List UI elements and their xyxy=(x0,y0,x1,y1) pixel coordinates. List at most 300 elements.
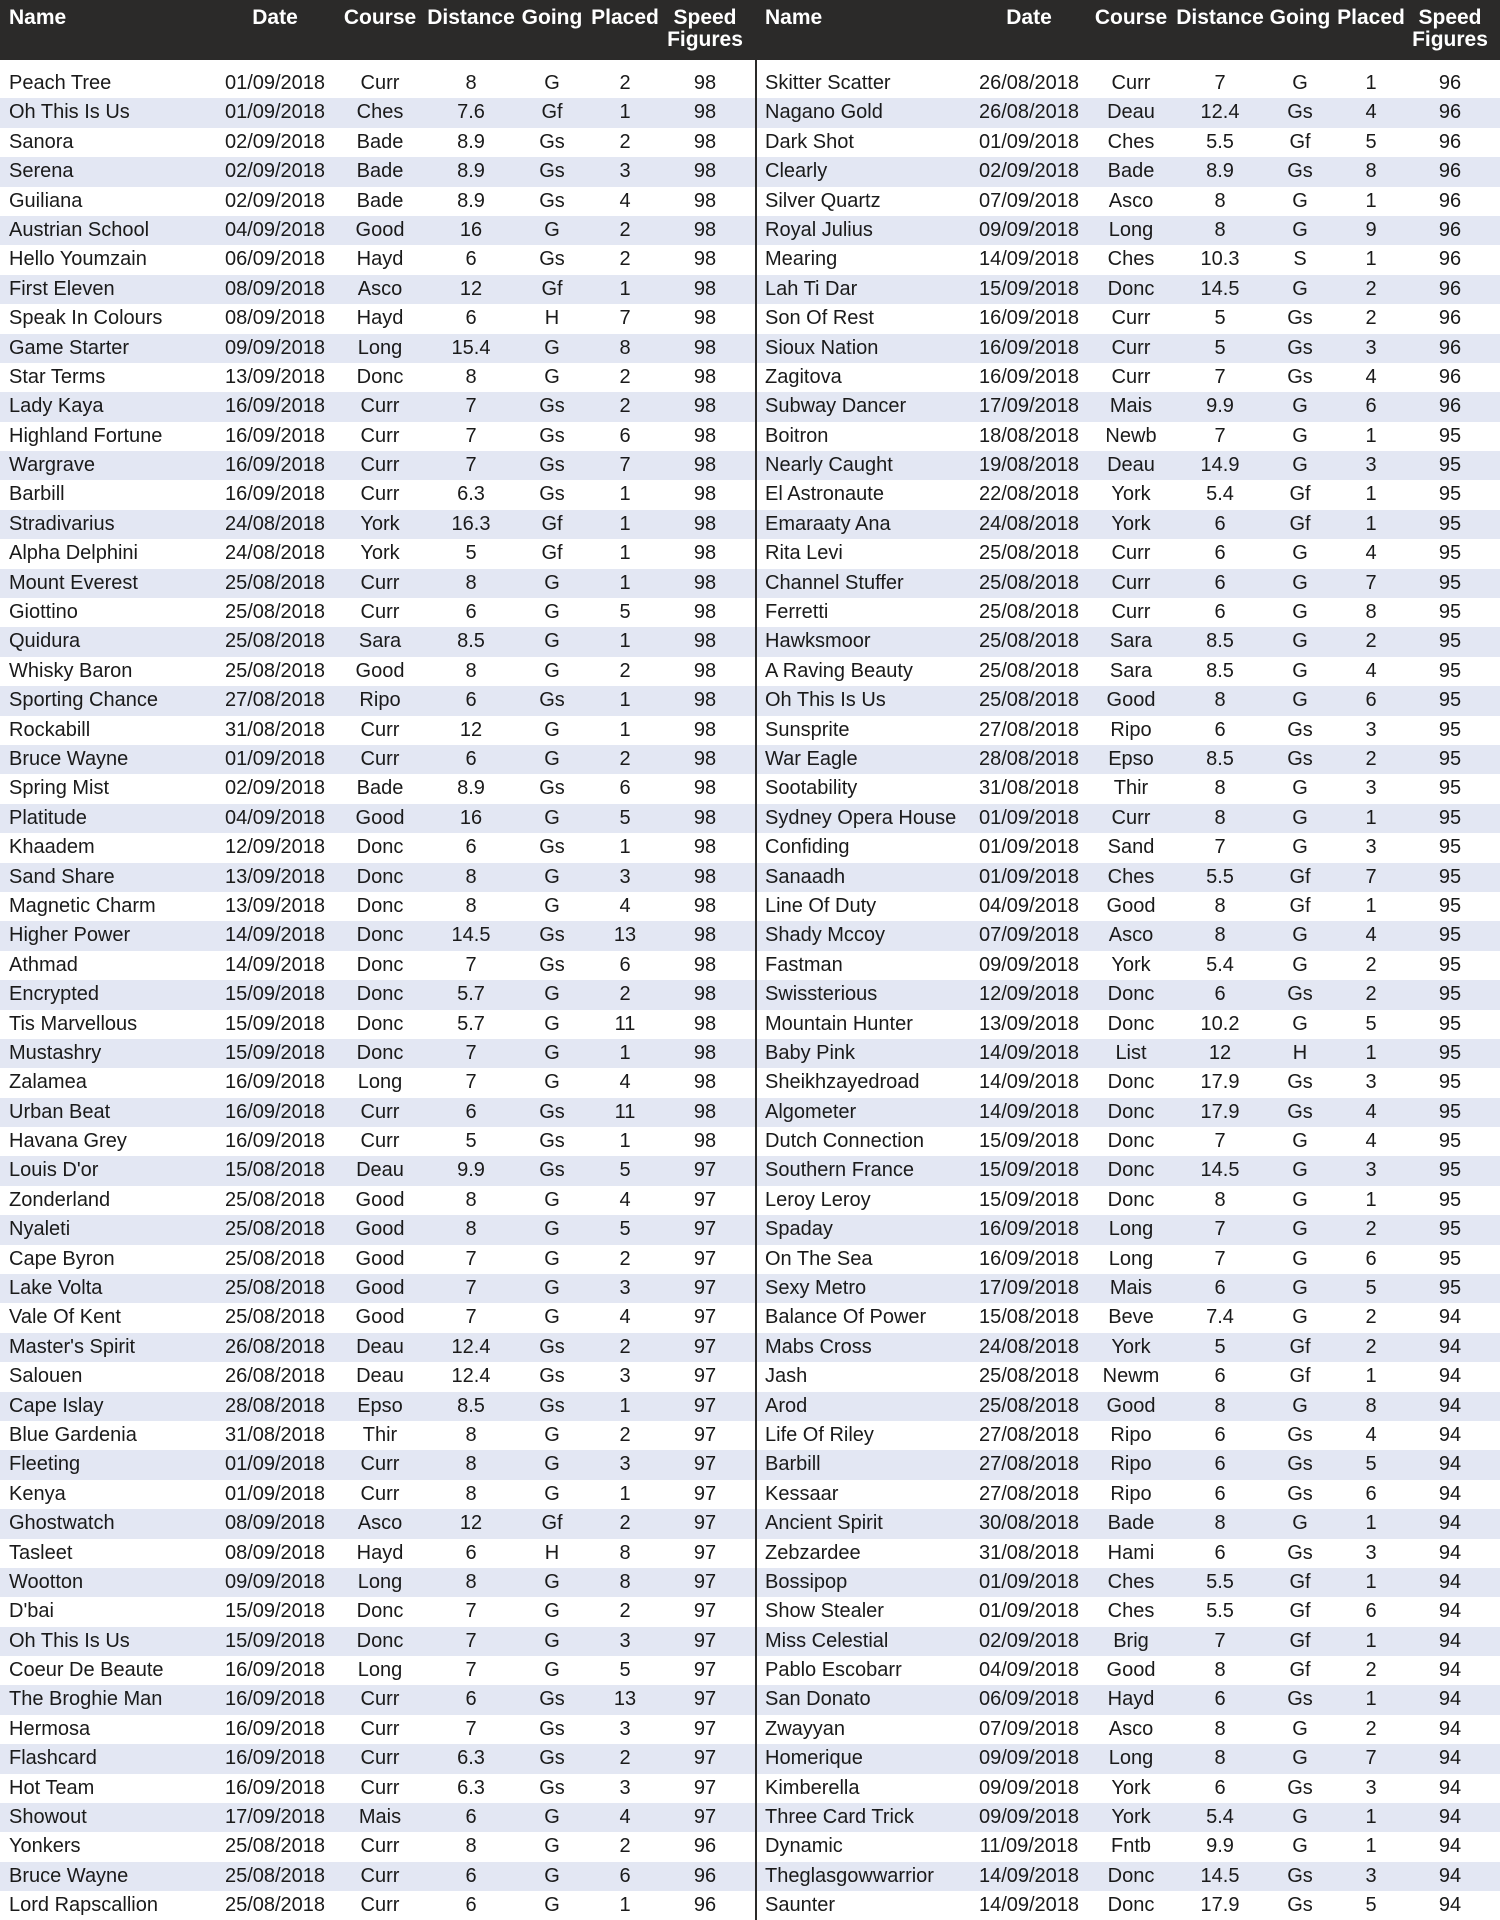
placed-cell: 1 xyxy=(619,571,631,594)
speed-figure-cell: 98 xyxy=(693,277,717,300)
course-cell: Newb xyxy=(1105,424,1157,447)
horse-name-cell: Zalamea xyxy=(9,1071,87,1094)
distance-cell: 7 xyxy=(465,1277,477,1300)
going-cell: G xyxy=(544,1071,560,1094)
race-date-cell: 07/09/2018 xyxy=(978,1717,1080,1740)
horse-name-cell: Rockabill xyxy=(9,718,91,741)
going-cell: G xyxy=(544,630,560,653)
placed-cell: 2 xyxy=(619,659,631,682)
going-cell: Gs xyxy=(1287,365,1313,388)
table-row xyxy=(0,1215,755,1244)
table-row xyxy=(757,1450,1500,1479)
going-cell: G xyxy=(544,983,560,1006)
placed-cell: 8 xyxy=(1365,160,1377,183)
going-cell: Gs xyxy=(1287,160,1313,183)
speed-figure-cell: 94 xyxy=(1438,1482,1462,1505)
race-date-cell: 27/08/2018 xyxy=(978,718,1080,741)
speed-figure-cell: 97 xyxy=(693,1570,717,1593)
horse-name-cell: Encrypted xyxy=(9,983,100,1006)
placed-cell: 2 xyxy=(619,1512,631,1535)
header-going: Going xyxy=(521,6,583,29)
course-cell: Donc xyxy=(356,953,404,976)
table-row xyxy=(757,1568,1500,1597)
going-cell: G xyxy=(1292,1512,1308,1535)
speed-figure-cell: 95 xyxy=(1438,1041,1462,1064)
race-date-cell: 01/09/2018 xyxy=(978,865,1080,888)
going-cell: Gs xyxy=(539,130,565,153)
course-cell: Mais xyxy=(358,1806,402,1829)
placed-cell: 1 xyxy=(619,1482,631,1505)
horse-name-cell: Blue Gardenia xyxy=(9,1423,137,1446)
course-cell: Curr xyxy=(360,1776,400,1799)
course-cell: Ches xyxy=(1107,1570,1155,1593)
placed-cell: 4 xyxy=(619,1188,631,1211)
distance-cell: 17.9 xyxy=(1200,1100,1240,1123)
placed-cell: 3 xyxy=(619,1629,631,1652)
horse-name-cell: Oh This Is Us xyxy=(9,1629,130,1652)
going-cell: G xyxy=(1292,1012,1308,1035)
speed-figure-cell: 98 xyxy=(693,571,717,594)
placed-cell: 2 xyxy=(619,747,631,770)
course-cell: Good xyxy=(355,1247,405,1270)
placed-cell: 1 xyxy=(619,101,631,124)
horse-name-cell: El Astronaute xyxy=(765,483,884,506)
table-row xyxy=(0,1744,755,1773)
distance-cell: 8 xyxy=(465,659,477,682)
horse-name-cell: Hermosa xyxy=(9,1717,91,1740)
speed-figure-cell: 96 xyxy=(1438,277,1462,300)
distance-cell: 8 xyxy=(465,1453,477,1476)
course-cell: Long xyxy=(357,336,403,359)
distance-cell: 8 xyxy=(1214,689,1226,712)
going-cell: G xyxy=(544,894,560,917)
race-date-cell: 16/09/2018 xyxy=(224,1130,326,1153)
placed-cell: 1 xyxy=(1365,189,1377,212)
distance-cell: 8 xyxy=(465,1423,477,1446)
distance-cell: 5.5 xyxy=(1206,1600,1234,1623)
table-row xyxy=(0,892,755,921)
distance-cell: 7 xyxy=(465,454,477,477)
race-date-cell: 25/08/2018 xyxy=(978,659,1080,682)
table-row xyxy=(757,480,1500,509)
race-date-cell: 16/09/2018 xyxy=(978,1247,1080,1270)
horse-name-cell: Havana Grey xyxy=(9,1130,127,1153)
horse-name-cell: Guiliana xyxy=(9,189,83,212)
distance-cell: 7 xyxy=(465,1659,477,1682)
speed-figure-cell: 98 xyxy=(693,689,717,712)
table-row xyxy=(757,422,1500,451)
placed-cell: 4 xyxy=(1365,1100,1377,1123)
race-date-cell: 14/09/2018 xyxy=(978,1864,1080,1887)
distance-cell: 14.9 xyxy=(1200,454,1240,477)
table-row xyxy=(0,627,755,656)
speed-figure-cell: 95 xyxy=(1438,483,1462,506)
course-cell: Hayd xyxy=(1107,1688,1155,1711)
going-cell: Gs xyxy=(1287,101,1313,124)
race-date-cell: 09/09/2018 xyxy=(978,218,1080,241)
speed-figure-cell: 95 xyxy=(1438,1277,1462,1300)
going-cell: G xyxy=(544,1012,560,1035)
course-cell: Curr xyxy=(360,571,400,594)
table-row xyxy=(757,1245,1500,1274)
placed-cell: 2 xyxy=(619,1247,631,1270)
race-date-cell: 15/09/2018 xyxy=(978,1159,1080,1182)
speed-figure-cell: 95 xyxy=(1438,924,1462,947)
distance-cell: 8 xyxy=(1214,1717,1226,1740)
course-cell: Donc xyxy=(356,365,404,388)
going-cell: Gs xyxy=(539,1394,565,1417)
table-row xyxy=(757,1891,1500,1920)
horse-name-cell: Salouen xyxy=(9,1365,83,1388)
placed-cell: 2 xyxy=(619,983,631,1006)
horse-name-cell: On The Sea xyxy=(765,1247,873,1270)
race-date-cell: 25/08/2018 xyxy=(224,601,326,624)
going-cell: Gs xyxy=(539,1747,565,1770)
race-date-cell: 25/08/2018 xyxy=(978,1365,1080,1388)
table-row xyxy=(757,686,1500,715)
horse-name-cell: Magnetic Charm xyxy=(9,894,156,917)
table-row xyxy=(0,1392,755,1421)
placed-cell: 13 xyxy=(613,924,637,947)
horse-name-cell: Mustashry xyxy=(9,1041,102,1064)
course-cell: Donc xyxy=(356,836,404,859)
placed-cell: 1 xyxy=(1365,894,1377,917)
distance-cell: 8 xyxy=(1214,1747,1226,1770)
going-cell: Gs xyxy=(539,160,565,183)
course-cell: Mais xyxy=(1109,1277,1153,1300)
horse-name-cell: Cape Byron xyxy=(9,1247,115,1270)
horse-name-cell: Sporting Chance xyxy=(9,689,158,712)
going-cell: G xyxy=(1292,1130,1308,1153)
course-cell: York xyxy=(1111,1776,1151,1799)
distance-cell: 6 xyxy=(1214,1453,1226,1476)
speed-figure-cell: 98 xyxy=(693,365,717,388)
table-row xyxy=(0,1509,755,1538)
race-date-cell: 14/09/2018 xyxy=(978,1100,1080,1123)
course-cell: Curr xyxy=(1111,542,1151,565)
distance-cell: 6 xyxy=(1214,1541,1226,1564)
horse-name-cell: Khaadem xyxy=(9,836,95,859)
course-cell: Good xyxy=(1106,1659,1156,1682)
course-cell: Donc xyxy=(356,983,404,1006)
course-cell: List xyxy=(1115,1041,1147,1064)
placed-cell: 2 xyxy=(619,130,631,153)
horse-name-cell: Mountain Hunter xyxy=(765,1012,913,1035)
speed-figure-cell: 98 xyxy=(693,189,717,212)
horse-name-cell: Kenya xyxy=(9,1482,66,1505)
race-date-cell: 15/08/2018 xyxy=(978,1306,1080,1329)
horse-name-cell: Shady Mccoy xyxy=(765,924,886,947)
race-date-cell: 01/09/2018 xyxy=(224,1482,326,1505)
table-row xyxy=(0,804,755,833)
course-cell: Curr xyxy=(360,1482,400,1505)
speed-figure-cell: 95 xyxy=(1438,689,1462,712)
race-date-cell: 31/08/2018 xyxy=(224,1423,326,1446)
going-cell: G xyxy=(544,865,560,888)
course-cell: Donc xyxy=(1107,1071,1155,1094)
table-row xyxy=(0,1891,755,1920)
race-date-cell: 15/09/2018 xyxy=(978,1188,1080,1211)
placed-cell: 1 xyxy=(1365,1041,1377,1064)
distance-cell: 7 xyxy=(465,1600,477,1623)
distance-cell: 8 xyxy=(1214,806,1226,829)
going-cell: G xyxy=(544,365,560,388)
race-date-cell: 16/09/2018 xyxy=(224,424,326,447)
race-date-cell: 26/08/2018 xyxy=(224,1335,326,1358)
speed-figure-cell: 95 xyxy=(1438,894,1462,917)
speed-figure-cell: 94 xyxy=(1438,1570,1462,1593)
speed-figure-cell: 98 xyxy=(693,1071,717,1094)
going-cell: Gf xyxy=(541,1512,563,1535)
distance-cell: 12 xyxy=(459,718,483,741)
horse-name-cell: Game Starter xyxy=(9,336,130,359)
table-row xyxy=(757,1010,1500,1039)
table-row xyxy=(757,598,1500,627)
speed-figure-cell: 96 xyxy=(1438,72,1462,94)
horse-name-cell: Mount Everest xyxy=(9,571,138,594)
table-row xyxy=(757,1392,1500,1421)
going-cell: Gs xyxy=(539,483,565,506)
horse-name-cell: Zagitova xyxy=(765,365,842,388)
going-cell: Gf xyxy=(1289,1600,1311,1623)
race-date-cell: 25/08/2018 xyxy=(978,601,1080,624)
table-row xyxy=(757,1068,1500,1097)
placed-cell: 1 xyxy=(619,1394,631,1417)
distance-cell: 6.3 xyxy=(457,1747,485,1770)
speed-figure-cell: 95 xyxy=(1438,836,1462,859)
race-date-cell: 09/09/2018 xyxy=(978,1806,1080,1829)
going-cell: Gs xyxy=(539,777,565,800)
course-cell: Deau xyxy=(356,1159,404,1182)
speed-figure-cell: 94 xyxy=(1438,1659,1462,1682)
horse-name-cell: Pablo Escobarr xyxy=(765,1659,902,1682)
distance-cell: 5 xyxy=(1214,336,1226,359)
placed-cell: 2 xyxy=(619,1423,631,1446)
going-cell: G xyxy=(544,1629,560,1652)
course-cell: Curr xyxy=(1111,336,1151,359)
distance-cell: 12.4 xyxy=(1200,101,1240,124)
horse-name-cell: Hello Youmzain xyxy=(9,248,147,271)
course-cell: York xyxy=(1111,1335,1151,1358)
speed-figure-cell: 98 xyxy=(693,424,717,447)
distance-cell: 16 xyxy=(459,218,483,241)
speed-figure-cell: 98 xyxy=(693,307,717,330)
race-date-cell: 02/09/2018 xyxy=(224,189,326,212)
speed-figure-cell: 94 xyxy=(1438,1394,1462,1417)
race-date-cell: 25/08/2018 xyxy=(224,1864,326,1887)
horse-name-cell: Louis D'or xyxy=(9,1159,99,1182)
speed-figure-cell: 98 xyxy=(693,160,717,183)
going-cell: Gs xyxy=(1287,1071,1313,1094)
placed-cell: 2 xyxy=(1365,307,1377,330)
horse-name-cell: Sanaadh xyxy=(765,865,846,888)
race-date-cell: 01/09/2018 xyxy=(224,72,326,94)
distance-cell: 6 xyxy=(465,1894,477,1917)
speed-figure-cell: 98 xyxy=(693,836,717,859)
going-cell: G xyxy=(1292,72,1308,94)
race-date-cell: 19/08/2018 xyxy=(978,454,1080,477)
placed-cell: 4 xyxy=(1365,365,1377,388)
table-row xyxy=(0,304,755,333)
distance-cell: 5.7 xyxy=(457,1012,485,1035)
table-row xyxy=(0,745,755,774)
horse-name-cell: Serena xyxy=(9,160,74,183)
speed-figure-cell: 97 xyxy=(693,1306,717,1329)
speed-figure-cell: 97 xyxy=(693,1218,717,1241)
course-cell: Curr xyxy=(360,483,400,506)
placed-cell: 3 xyxy=(619,160,631,183)
going-cell: G xyxy=(1292,1394,1308,1417)
header-figures: Figures xyxy=(667,28,743,51)
course-cell: Donc xyxy=(356,924,404,947)
going-cell: G xyxy=(1292,1835,1308,1858)
placed-cell: 3 xyxy=(1365,454,1377,477)
placed-cell: 7 xyxy=(1365,571,1377,594)
horse-name-cell: Sanora xyxy=(9,130,74,153)
horse-name-cell: Lake Volta xyxy=(9,1277,103,1300)
course-cell: Hayd xyxy=(356,1541,404,1564)
course-cell: Good xyxy=(1106,689,1156,712)
going-cell: G xyxy=(544,1570,560,1593)
distance-cell: 5.7 xyxy=(457,983,485,1006)
table-row xyxy=(0,1685,755,1714)
horse-name-cell: Lord Rapscallion xyxy=(9,1894,158,1917)
table-row xyxy=(0,128,755,157)
race-date-cell: 25/08/2018 xyxy=(978,571,1080,594)
speed-figure-cell: 94 xyxy=(1438,1453,1462,1476)
placed-cell: 7 xyxy=(619,307,631,330)
course-cell: Bade xyxy=(1107,160,1155,183)
placed-cell: 6 xyxy=(1365,1600,1377,1623)
table-row xyxy=(757,451,1500,480)
horse-name-cell: Sunsprite xyxy=(765,718,850,741)
course-cell: Epso xyxy=(1108,747,1154,770)
going-cell: G xyxy=(544,1806,560,1829)
horse-name-cell: Lah Ti Dar xyxy=(765,277,858,300)
race-date-cell: 12/09/2018 xyxy=(978,983,1080,1006)
horse-name-cell: Ghostwatch xyxy=(9,1512,115,1535)
speed-figure-cell: 98 xyxy=(693,248,717,271)
placed-cell: 5 xyxy=(1365,1277,1377,1300)
race-date-cell: 04/09/2018 xyxy=(224,218,326,241)
race-date-cell: 28/08/2018 xyxy=(224,1394,326,1417)
placed-cell: 1 xyxy=(619,630,631,653)
table-row xyxy=(0,422,755,451)
race-date-cell: 16/09/2018 xyxy=(224,1747,326,1770)
course-cell: Long xyxy=(357,1570,403,1593)
horse-name-cell: San Donato xyxy=(765,1688,871,1711)
horse-name-cell: Quidura xyxy=(9,630,81,653)
speed-figure-cell: 98 xyxy=(693,72,717,94)
distance-cell: 10.3 xyxy=(1200,248,1240,271)
distance-cell: 6 xyxy=(1214,1365,1226,1388)
horse-name-cell: Balance Of Power xyxy=(765,1306,927,1329)
distance-cell: 6 xyxy=(1214,1423,1226,1446)
course-cell: Donc xyxy=(1107,1864,1155,1887)
going-cell: G xyxy=(1292,1218,1308,1241)
table-row xyxy=(757,657,1500,686)
placed-cell: 3 xyxy=(1365,1071,1377,1094)
placed-cell: 6 xyxy=(619,424,631,447)
distance-cell: 5 xyxy=(465,542,477,565)
horse-name-cell: Leroy Leroy xyxy=(765,1188,871,1211)
going-cell: G xyxy=(544,72,560,94)
placed-cell: 4 xyxy=(619,1306,631,1329)
table-row xyxy=(0,716,755,745)
horse-name-cell: War Eagle xyxy=(765,747,858,770)
placed-cell: 8 xyxy=(619,1541,631,1564)
speed-figure-cell: 96 xyxy=(1438,160,1462,183)
going-cell: G xyxy=(1292,1159,1308,1182)
table-row xyxy=(0,334,755,363)
race-date-cell: 26/08/2018 xyxy=(978,72,1080,94)
race-date-cell: 08/09/2018 xyxy=(224,307,326,330)
table-row xyxy=(757,1862,1500,1891)
course-cell: Curr xyxy=(1111,571,1151,594)
distance-cell: 8 xyxy=(1214,924,1226,947)
table-row xyxy=(0,1186,755,1215)
distance-cell: 6.3 xyxy=(457,1776,485,1799)
table-row xyxy=(757,69,1500,98)
table-row xyxy=(0,569,755,598)
race-date-cell: 14/09/2018 xyxy=(978,1894,1080,1917)
horse-name-cell: Theglasgowwarrior xyxy=(765,1864,934,1887)
horse-name-cell: Arod xyxy=(765,1394,808,1417)
course-cell: Donc xyxy=(356,865,404,888)
course-cell: Good xyxy=(1106,894,1156,917)
going-cell: Gs xyxy=(1287,1688,1313,1711)
race-date-cell: 27/08/2018 xyxy=(224,689,326,712)
distance-cell: 8 xyxy=(1214,189,1226,212)
race-date-cell: 01/09/2018 xyxy=(978,1600,1080,1623)
distance-cell: 7 xyxy=(1214,1247,1226,1270)
table-row xyxy=(0,1656,755,1685)
distance-cell: 8.5 xyxy=(1206,659,1234,682)
race-date-cell: 25/08/2018 xyxy=(224,571,326,594)
placed-cell: 5 xyxy=(619,1659,631,1682)
going-cell: Gs xyxy=(539,1365,565,1388)
distance-cell: 8.9 xyxy=(457,777,485,800)
horse-name-cell: Sand Share xyxy=(9,865,115,888)
going-cell: Gs xyxy=(539,1688,565,1711)
horse-name-cell: Sootability xyxy=(765,777,858,800)
placed-cell: 3 xyxy=(619,1277,631,1300)
table-row xyxy=(757,1303,1500,1332)
header-placed: Placed xyxy=(591,6,659,29)
race-date-cell: 08/09/2018 xyxy=(224,277,326,300)
speed-figure-cell: 97 xyxy=(693,1688,717,1711)
table-row xyxy=(757,1421,1500,1450)
horse-name-cell: Dutch Connection xyxy=(765,1130,924,1153)
going-cell: G xyxy=(1292,689,1308,712)
distance-cell: 6 xyxy=(1214,718,1226,741)
distance-cell: 16 xyxy=(459,806,483,829)
horse-name-cell: Zebzardee xyxy=(765,1541,861,1564)
placed-cell: 2 xyxy=(619,1600,631,1623)
race-date-cell: 02/09/2018 xyxy=(224,160,326,183)
table-row xyxy=(0,392,755,421)
horse-name-cell: Higher Power xyxy=(9,924,131,947)
placed-cell: 1 xyxy=(619,1894,631,1917)
distance-cell: 17.9 xyxy=(1200,1071,1240,1094)
header-name: Name xyxy=(9,6,67,29)
table-row xyxy=(0,1774,755,1803)
placed-cell: 2 xyxy=(619,248,631,271)
table-row xyxy=(0,1421,755,1450)
placed-cell: 5 xyxy=(1365,1012,1377,1035)
course-cell: Beve xyxy=(1108,1306,1154,1329)
header-speed: Speed xyxy=(673,6,737,29)
